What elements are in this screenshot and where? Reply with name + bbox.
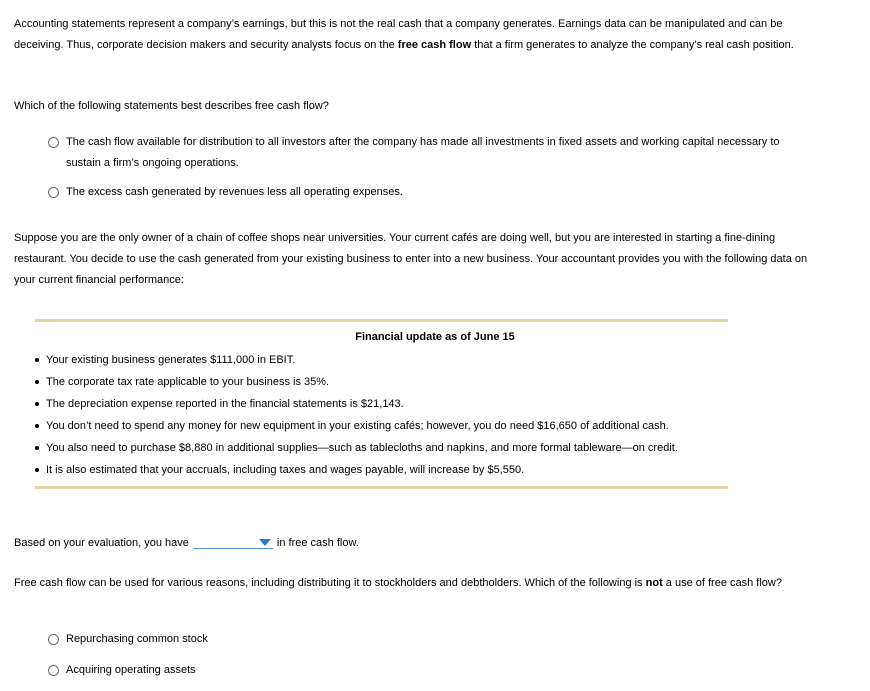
evaluation-text-after: in free cash flow.	[276, 536, 359, 549]
radio-button[interactable]	[48, 634, 59, 645]
evaluation-sentence	[14, 536, 359, 549]
intro-bold-term: free cash flow	[397, 39, 472, 51]
question2-prompt	[14, 573, 814, 594]
question2-option-1[interactable]	[48, 633, 208, 650]
list-item: The depreciation expense reported in the financial statements is $21,143.	[35, 393, 678, 415]
list-item: Your existing business generates $111,000 in EBIT.	[35, 349, 678, 371]
question2-text-2: a use of free cash flow?	[662, 577, 782, 589]
scenario-paragraph: Suppose you are the only owner of a chain of coffee shops near universities. Your current cafés are doing well, but you are interested in starting a fine-dining restaurant. You decide to use the cash generated from your existing business to enter into a new business. Your accountant provides you with the following data on your current financial performance:	[14, 232, 808, 286]
financial-update-list	[35, 349, 678, 481]
financial-update-title: Financial update as of June 15	[355, 331, 515, 343]
free-cash-flow-dropdown[interactable]	[193, 536, 273, 549]
list-item: You also need to purchase $8,880 in additional supplies—such as tablecloths and napkins, and more formal tableware—on credit.	[35, 437, 678, 459]
question1-prompt: Which of the following statements best describes free cash flow?	[14, 100, 329, 112]
intro-text-1: Accounting statements represent a company’s earnings, but this is not the real cash that a company generates. Earnings data can be manipulated and can be deceiving. Thus, corporate decision makers and security analysts focus on the	[14, 18, 783, 51]
radio-button[interactable]	[48, 187, 59, 198]
radio-button[interactable]	[48, 137, 59, 148]
question1-option-2[interactable]	[48, 186, 403, 203]
list-item: It is also estimated that your accruals, including taxes and wages payable, will increase by $5,550.	[35, 459, 678, 481]
caret-down-icon	[259, 539, 271, 546]
question2-text-1: Free cash flow can be used for various reasons, including distributing it to stockholders and debtholders. Which of the following is	[14, 577, 646, 589]
intro-text-2: that a firm generates to analyze the company’s real cash position.	[471, 39, 794, 51]
option-label: Repurchasing common stock	[66, 633, 208, 645]
list-item: The corporate tax rate applicable to your business is 35%.	[35, 371, 678, 393]
evaluation-text-before: Based on your evaluation, you have	[14, 536, 189, 549]
option-label: The cash flow available for distribution to all investors after the company has made all investments in fixed assets and working capital necessary to sustain a firm’s ongoing operations.	[66, 136, 780, 169]
option-label: The excess cash generated by revenues less all operating expenses.	[66, 186, 403, 198]
list-item: You don’t need to spend any money for new equipment in your existing cafés; however, you do need $16,650 of additional cash.	[35, 415, 678, 437]
question1-option-1[interactable]	[48, 136, 788, 174]
option-label: Acquiring operating assets	[66, 664, 196, 676]
radio-button[interactable]	[48, 665, 59, 676]
intro-paragraph	[14, 14, 814, 56]
question2-bold-word: not	[645, 577, 663, 589]
question2-option-2[interactable]	[48, 664, 196, 681]
